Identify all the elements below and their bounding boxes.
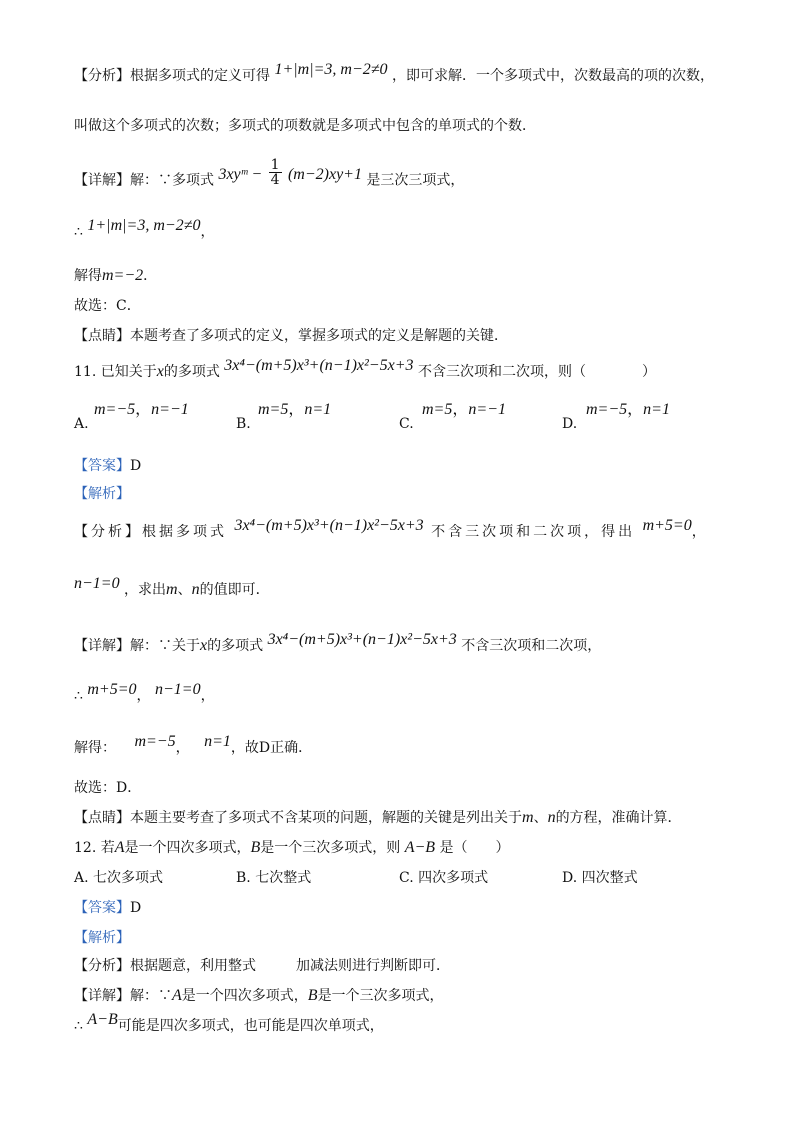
answer-value: D — [130, 458, 142, 474]
math-variable: B — [307, 987, 318, 1004]
option-letter: A. — [74, 870, 89, 886]
option-c — [399, 414, 414, 434]
punctuation: ， — [200, 224, 215, 240]
analysis-11-line-2 — [74, 575, 740, 600]
analysis-text: 叫做这个多项式的次数；多项式的项数就是多项式中包含的单项式的个数． — [74, 118, 536, 134]
question-text: 是一个三次多项式，则 — [260, 840, 401, 856]
option-b-math — [258, 396, 331, 419]
detail-text: 解：∵关于 — [130, 638, 200, 654]
math-expression: n−1=0 — [154, 681, 201, 698]
detail-text: 是一个三次多项式， — [317, 988, 444, 1004]
analysis-text: ，求出 — [124, 582, 167, 598]
detail-text: 不含三次项和二次项， — [461, 638, 602, 654]
math-variable: n — [191, 581, 200, 598]
answer-value: D — [130, 900, 142, 916]
jiexi-tag: 【解析】 — [74, 930, 130, 946]
question-number: 12. — [74, 840, 97, 856]
analysis-text: 根据多项式的定义可得 — [130, 68, 270, 84]
therefore-symbol: ∴ — [74, 688, 83, 704]
detail-text: 是一个四次多项式， — [181, 988, 308, 1004]
option-d — [562, 414, 577, 434]
math-variable: B — [250, 839, 261, 856]
detail-text: 的多项式 — [207, 638, 264, 654]
math-expression: 3x⁴−(m+5)x³+(n−1)x²−5x+3 — [267, 631, 457, 648]
comment-text: 本题主要考查了多项式不含某项的问题，解题的关键是列出关于 — [130, 810, 522, 826]
punctuation: 、 — [177, 582, 192, 598]
math-variable: A — [172, 987, 182, 1004]
option-b — [236, 868, 311, 888]
option-d — [562, 868, 638, 888]
analysis-text: ，即可求解．一个多项式中，次数最高的项的次数， — [391, 68, 714, 84]
question-12-stem — [74, 838, 740, 858]
math-variable: x — [156, 363, 164, 380]
option-text: 四次整式 — [581, 870, 638, 886]
punctuation: 、 — [533, 810, 548, 826]
analysis-text: 根据题意，利用整式 — [130, 958, 256, 974]
math-expression: 3x⁴−(m+5)x³+(n−1)x²−5x+3 — [224, 357, 414, 374]
comment-tag: 【点睛】 — [74, 810, 130, 826]
math-variable: A — [114, 839, 125, 856]
option-text: 四次多项式 — [418, 870, 489, 886]
math-variable: m — [166, 581, 178, 598]
math-expression: 1+|m|=3, m−2≠0 — [274, 61, 388, 78]
detail-text: 解得 — [74, 268, 102, 284]
comment-10 — [74, 326, 740, 346]
option-m-value: m=5 — [258, 401, 289, 418]
analysis-text: 不含三次项和二次项，得出 — [431, 524, 636, 540]
therefore-symbol: ∴ — [74, 1018, 83, 1034]
question-11-stem — [74, 357, 740, 382]
analysis-12 — [74, 956, 740, 976]
option-n-value: n=1 — [304, 401, 332, 418]
math-expression: m+5=0 — [642, 517, 692, 534]
choice-text: 故选：D． — [74, 780, 142, 796]
option-n-value: n=1 — [643, 401, 670, 418]
question-text: 的多项式 — [163, 364, 220, 380]
option-letter: D. — [562, 870, 578, 886]
detail-12-line-2 — [74, 1011, 740, 1036]
detail-text: 解得： — [74, 740, 116, 756]
option-letter: B. — [236, 870, 251, 886]
answer-tag: 【答案】 — [74, 458, 130, 474]
detail-text: ，故D正确． — [230, 740, 313, 756]
fraction — [269, 158, 282, 187]
math-expression: m=−2 — [102, 267, 144, 284]
math-variable: n — [547, 809, 556, 826]
option-letter: B. — [236, 416, 251, 432]
math-expression: m+5=0 — [87, 681, 137, 698]
comment-text: 本题考查了多项式的定义，掌握多项式的定义是解题的关键． — [130, 328, 508, 344]
fraction-numerator: 1 — [270, 157, 280, 173]
option-d-math — [586, 396, 670, 419]
question-text: 已知关于 — [100, 364, 157, 380]
detail-10-line-2 — [74, 217, 740, 242]
punctuation: ， — [175, 740, 190, 756]
detail-10-line-4 — [74, 296, 740, 316]
option-a — [74, 868, 163, 888]
punctuation: ． — [143, 268, 158, 284]
math-expression: A−B — [404, 839, 436, 856]
detail-11-line-2 — [74, 681, 740, 706]
punctuation: ， — [200, 688, 215, 704]
option-text: 七次整式 — [255, 870, 312, 886]
question-text: 是一个四次多项式， — [124, 840, 251, 856]
math-expression: 1+|m|=3, m−2≠0 — [87, 217, 201, 234]
option-m-value: m=−5 — [586, 401, 628, 418]
analysis-tag: 【分析】 — [74, 524, 142, 540]
detail-text: 是三次三项式， — [366, 172, 465, 189]
punctuation: ， — [691, 524, 709, 540]
comment-text: 的方程，准确计算． — [555, 810, 682, 826]
option-n-value: n=−1 — [151, 401, 189, 418]
detail-tag: 【详解】 — [74, 172, 130, 189]
math-expression: n−1=0 — [74, 575, 120, 592]
fraction-denominator: 4 — [270, 172, 280, 188]
detail-tag: 【详解】 — [74, 988, 130, 1004]
detail-text: 解：∵ — [130, 988, 172, 1004]
option-letter: D. — [562, 416, 578, 432]
option-b — [236, 414, 251, 434]
analysis-tag: 【分析】 — [74, 958, 130, 974]
detail-10-line-3 — [74, 266, 740, 286]
option-n-value: n=−1 — [468, 401, 506, 418]
analysis-text: 加减法则进行判断即可． — [296, 958, 450, 974]
jiexi-12 — [74, 928, 740, 948]
option-c-math — [422, 396, 506, 419]
question-number: 11. — [74, 364, 97, 380]
punctuation: ， — [135, 401, 152, 418]
detail-text: 解：∵多项式 — [130, 172, 214, 189]
punctuation: ， — [136, 688, 151, 704]
math-expression: m=−5 — [134, 733, 176, 750]
analysis-10-line-2 — [74, 116, 740, 136]
math-expression: (m−2)xy+1 — [287, 165, 362, 183]
answer-tag: 【答案】 — [74, 900, 130, 916]
math-expression: A−B — [87, 1011, 118, 1028]
detail-11-line-3 — [74, 733, 740, 758]
punctuation: ， — [627, 401, 644, 418]
punctuation: ， — [288, 401, 305, 418]
option-m-value: m=5 — [422, 401, 453, 418]
option-m-value: m=−5 — [94, 401, 136, 418]
question-text: 不含三次项和二次项，则（ ） — [417, 364, 656, 380]
punctuation: ， — [452, 401, 469, 418]
option-letter: C. — [399, 416, 414, 432]
analysis-text: 根据多项式 — [142, 524, 227, 540]
detail-11-line-1 — [74, 631, 740, 656]
jiexi-tag: 【解析】 — [74, 486, 130, 502]
analysis-10-line-1 — [74, 61, 740, 86]
detail-tag: 【详解】 — [74, 638, 130, 654]
detail-11-line-4 — [74, 778, 740, 798]
comment-tag: 【点睛】 — [74, 328, 130, 344]
answer-11 — [74, 456, 740, 476]
option-letter: C. — [399, 870, 414, 886]
detail-10-line-1 — [74, 157, 740, 195]
therefore-symbol: ∴ — [74, 224, 83, 240]
jiexi-11 — [74, 484, 740, 504]
option-text: 七次多项式 — [93, 870, 164, 886]
answer-12 — [74, 898, 740, 918]
math-variable: x — [200, 637, 208, 654]
math-expression: 3xyᵐ − — [218, 165, 263, 183]
math-expression: 3x⁴−(m+5)x³+(n−1)x²−5x+3 — [234, 517, 424, 534]
comment-11 — [74, 808, 740, 828]
detail-text: 可能是四次多项式，也可能是四次单项式， — [117, 1018, 384, 1034]
option-a-math — [94, 396, 189, 419]
math-expression: n=1 — [204, 733, 231, 750]
analysis-text: 的值即可． — [199, 582, 270, 598]
analysis-11-line-1 — [74, 517, 740, 542]
detail-12-line-1 — [74, 986, 740, 1006]
option-letter: A. — [74, 416, 89, 432]
analysis-tag: 【分析】 — [74, 68, 130, 84]
option-c — [399, 868, 488, 888]
math-variable: m — [522, 809, 534, 826]
question-text: 是（ ） — [439, 840, 510, 856]
question-text: 若 — [100, 840, 115, 856]
option-a — [74, 414, 89, 434]
choice-text: 故选：C． — [74, 298, 141, 314]
